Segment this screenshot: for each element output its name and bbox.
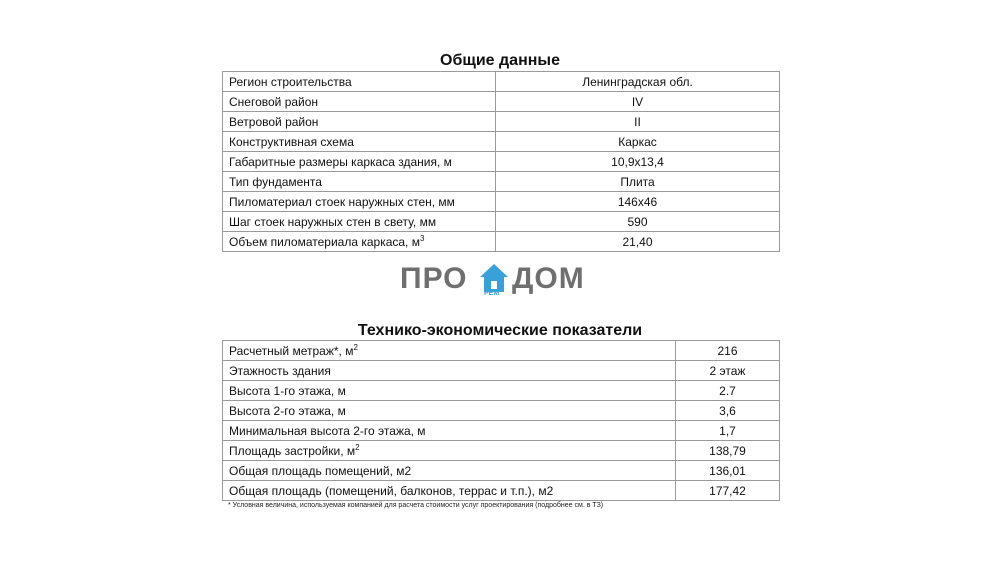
row-label: Минимальная высота 2-го этажа, м [223,421,676,441]
row-label-text: Расчетный метраж*, м [229,343,354,358]
row-label: Высота 2-го этажа, м [223,401,676,421]
row-label: Общая площадь помещений, м2 [223,461,676,481]
row-value: 10,9х13,4 [496,152,780,172]
logo-text-right: ДОМ [512,262,585,295]
row-value: 1,7 [676,421,780,441]
row-label: Высота 1-го этажа, м [223,381,676,401]
row-label [223,341,676,361]
unit-superscript: 3 [419,233,425,243]
table-row [223,152,780,172]
row-value: II [496,112,780,132]
table-row [223,232,780,252]
row-value: 2 этаж [676,361,780,381]
indicators-table [222,340,780,501]
row-label: Общая площадь (помещений, балконов, террас и т.п.), м2 [223,481,676,501]
row-value: 138,79 [676,441,780,461]
row-value: 3,6 [676,401,780,421]
table-row [223,192,780,212]
table-row [223,72,780,92]
row-value: 177,42 [676,481,780,501]
row-value: IV [496,92,780,112]
row-label [223,232,496,252]
row-label: Габаритные размеры каркаса здания, м [223,152,496,172]
unit-superscript: 2 [355,442,360,452]
unit-superscript: 2 [353,342,358,352]
logo-subtext: РЕМ [484,290,500,297]
row-label-text: Объем пиломатериала каркаса, м [229,234,420,249]
table-row [223,381,780,401]
row-label: Этажность здания [223,361,676,381]
footnote: * Условная величина, используемая компанией для расчета стоимости услуг проектирования (подробнее см. в ТЗ) [228,502,604,509]
row-label-text: Площадь застройки, м [229,443,356,458]
table-row [223,361,780,381]
row-label: Регион строительства [223,72,496,92]
table-row [223,481,780,501]
table-row [223,132,780,152]
row-value: 590 [496,212,780,232]
table-row [223,92,780,112]
row-value: 21,40 [496,232,780,252]
table-row [223,401,780,421]
table-row [223,172,780,192]
table-row [223,212,780,232]
table-row [223,461,780,481]
row-label [223,441,676,461]
table-row [223,421,780,441]
row-label: Пиломатериал стоек наружных стен, мм [223,192,496,212]
row-value: Плита [496,172,780,192]
general-data-title: Общие данные [440,52,560,69]
logo-text-left: ПРО [400,262,468,295]
row-label: Конструктивная схема [223,132,496,152]
row-value: 2.7 [676,381,780,401]
row-value: 146х46 [496,192,780,212]
row-value: Каркас [496,132,780,152]
indicators-title: Технико-экономические показатели [357,322,643,339]
row-label: Шаг стоек наружных стен в свету, мм [223,212,496,232]
row-value: 136,01 [676,461,780,481]
row-label: Ветровой район [223,112,496,132]
table-row [223,112,780,132]
table-row [223,341,780,361]
row-value: 216 [676,341,780,361]
general-data-table [222,71,780,252]
row-value: Ленинградская обл. [496,72,780,92]
row-label: Тип фундамента [223,172,496,192]
table-row [223,441,780,461]
company-logo [400,262,600,302]
row-label: Снеговой район [223,92,496,112]
